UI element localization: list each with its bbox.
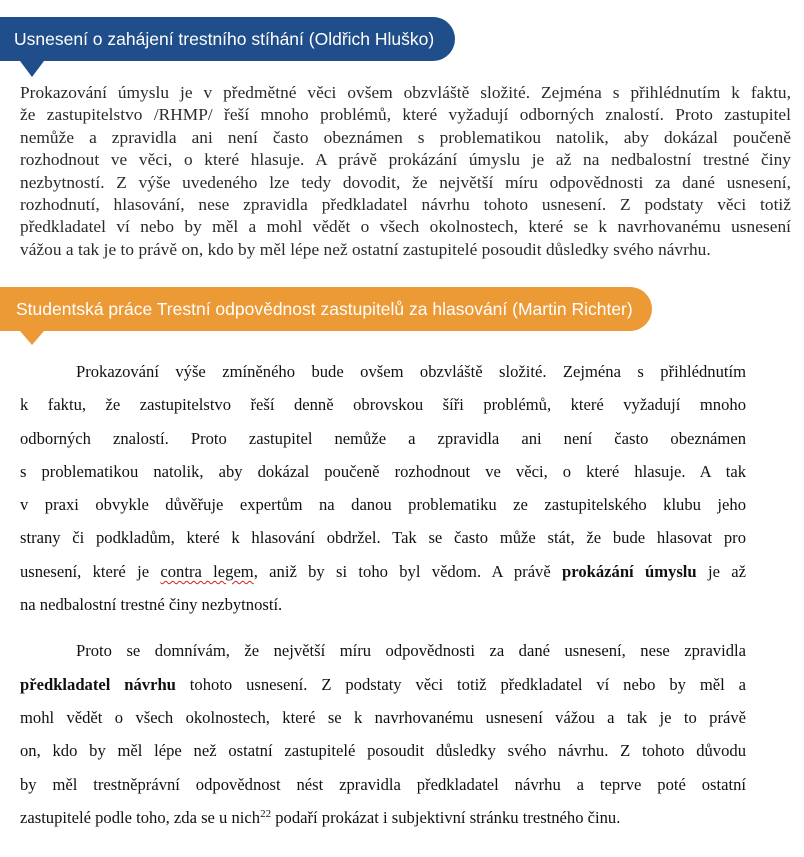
spellcheck-marked-term: contra legem [160, 561, 254, 581]
text-line [20, 801, 746, 834]
text-run: usnesení, které je [20, 561, 161, 581]
scan-line: rozhodnout ve věci, o které hlasuje. A právě prokázání úmyslu je až na nedbalostní trestné činy [20, 150, 791, 170]
text-line: on, kdo by měl lépe než ostatní zastupitelé posoudit důsledky svého návrhu. Z tohoto důvodu [20, 741, 746, 761]
text-line: s problematikou natolik, aby dokázal poučeně rozhodnout ve věci, o které hlasuje. A tak [20, 461, 746, 481]
banner-title: Studentská práce Trestní odpovědnost zastupitelů za hlasování (Martin Richter) [16, 298, 633, 319]
text-line: strany či podkladům, které k hlasování obdržel. Tak se často může stát, že bude hlasovat pro [20, 528, 746, 548]
scan-line: vážou a tak je to právě on, kdo by měl lépe než ostatní zastupitelé posoudit důsledky svého návrhu. [20, 239, 711, 259]
text-line: k faktu, že zastupitelstvo řeší denně obrovskou šíři problémů, které vyžadují mnoho [20, 395, 746, 415]
banner-title: Usnesení o zahájení trestního stíhání (Oldřich Hluško) [14, 28, 435, 49]
scan-line: nezbytností. Z výše uvedeného lze tedy dovodit, že největší míru odpovědnosti za dané usnesení, [20, 172, 791, 192]
text-run: podaří prokázat i subjektivní stránku trestného činu. [271, 807, 621, 827]
text-line [20, 668, 746, 701]
scanned-resolution-excerpt [20, 82, 791, 261]
footnote-marker[interactable]: 22 [260, 807, 272, 820]
text-line: na nedbalostní trestné činy nezbytností. [20, 595, 283, 615]
text-line: odborných znalostí. Proto zastupitel nemůže a zpravidla ani není často obeznámen [20, 428, 746, 448]
text-line: Proto se domnívám, že největší míru odpovědnosti za dané usnesení, nese zpravidla [76, 641, 746, 661]
source-banner-resolution [0, 17, 455, 61]
paragraph-gap [20, 621, 746, 634]
text-line: Prokazování výše zmíněného bude ovšem obzvláště složité. Zejména s přihlédnutím [76, 362, 746, 381]
scan-line: rozhodnutí, hlasování, nese zpravidla předkladatel návrhu tohoto usnesení. Z podstaty věci totiž [20, 195, 791, 215]
scan-line: nemůže a zpravidla ani není často obeznámen s problematikou natolik, aby dokázal poučeně [20, 127, 791, 147]
bold-term: předkladatel návrhu [20, 674, 176, 694]
text-line [20, 555, 746, 588]
text-line: mohl vědět o všech okolnostech, které se k navrhovanému usnesení vážou a tak je to právě [20, 707, 746, 727]
text-run: je až [696, 561, 746, 581]
scan-line: že zastupitelstvo /RHMP/ řeší mnoho problémů, které vyžadují odborných znalostí. Proto zastupitel [20, 105, 791, 125]
scan-line: předkladatel ví nebo by měl a mohl vědět o všech okolnostech, které se k navrhovanému usnesení [20, 217, 791, 237]
source-banner-thesis [0, 287, 652, 331]
scan-line: Prokazování úmyslu je v předmětné věci ovšem obzvláště složité. Zejména s přihlédnutím k faktu, [20, 83, 791, 102]
text-line: by měl trestněprávní odpovědnost nést zpravidla předkladatel návrhu a teprve poté ostatní [20, 774, 746, 794]
bold-term: prokázání úmyslu [562, 561, 697, 581]
text-run: zastupitelé podle toho, zda se u nich [20, 807, 261, 827]
banner-tail [20, 331, 44, 345]
text-run: tohoto usnesení. Z podstaty věci totiž předkladatel ví nebo by měl a [175, 674, 746, 694]
text-line: v praxi obvykle důvěřuje expertům na danou problematiku ze zastupitelského klubu jeho [20, 495, 746, 515]
thesis-excerpt [20, 355, 746, 834]
text-run: , aniž by si toho byl vědom. A právě [253, 561, 563, 581]
banner-tail [20, 61, 44, 77]
